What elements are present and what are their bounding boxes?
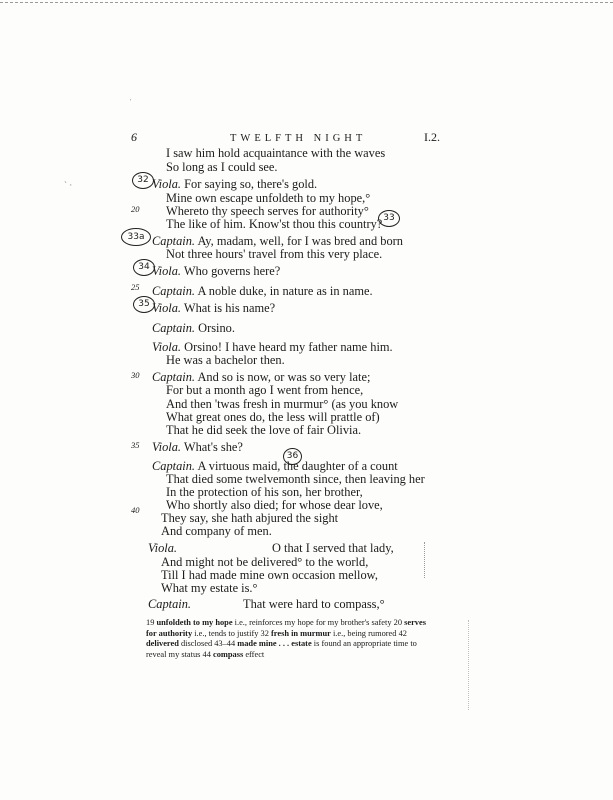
- verse-line: Who shortly also died; for whose dear love,: [166, 498, 383, 512]
- verse-line: What great ones do, the less will prattle of): [166, 410, 380, 424]
- margin-speck: ': [130, 98, 132, 106]
- line-number: 40: [131, 505, 140, 515]
- verse-line: Viola. For saying so, there's gold.: [152, 177, 318, 191]
- verse-line: And then 'twas fresh in murmur° (as you know: [166, 397, 399, 411]
- line-number: 20: [131, 204, 140, 214]
- margin-mark: [468, 620, 470, 710]
- verse-line: Viola. What's she?: [152, 440, 243, 454]
- circled-annotation: 32: [132, 172, 154, 189]
- verse-line: Captain. Ay, madam, well, for I was bred and born: [152, 234, 403, 248]
- verse-line: Viola. Who governs here?: [152, 264, 281, 278]
- verse-line: O that I served that lady,: [272, 541, 394, 555]
- verse-line: Captain. Orsino.: [152, 321, 235, 335]
- verse-line: Viola.: [148, 541, 178, 555]
- line-number: 25: [131, 282, 140, 292]
- verse-line: Captain.: [148, 597, 192, 611]
- scan-edge-line: [0, 2, 613, 4]
- verse-line: So long as I could see.: [166, 160, 278, 174]
- verse-line: For but a month ago I went from hence,: [166, 383, 364, 397]
- margin-speck: ` ·: [64, 180, 73, 190]
- verse-line: Viola. What is his name?: [152, 301, 276, 315]
- verse-line: Captain. And so is now, or was so very late;: [152, 370, 371, 384]
- verse-line: That he did seek the love of fair Olivia.: [166, 423, 362, 437]
- verse-line: In the protection of his son, her brother,: [166, 485, 363, 499]
- circled-annotation: 36: [283, 448, 302, 465]
- page-number: 6: [131, 130, 137, 144]
- verse-line: Captain. A noble duke, in nature as in name.: [152, 284, 373, 298]
- margin-mark: [424, 542, 427, 578]
- verse-line: He was a bachelor then.: [166, 353, 285, 367]
- verse-line: That were hard to compass,°: [243, 597, 385, 611]
- verse-line: Mine own escape unfoldeth to my hope,°: [166, 191, 371, 205]
- verse-line: Viola. Orsino! I have heard my father name him.: [152, 340, 393, 354]
- line-number: 30: [131, 370, 140, 380]
- circled-annotation: 34: [133, 259, 155, 276]
- verse-line: And might not be delivered° to the world,: [161, 555, 369, 569]
- running-title: TWELFTH NIGHT: [230, 133, 367, 144]
- verse-line: Captain. A virtuous maid, the daughter of a count: [152, 459, 398, 473]
- circled-annotation: 35: [133, 296, 155, 313]
- verse-line: That died some twelvemonth since, then leaving her: [166, 472, 425, 486]
- verse-line: The like of him. Know'st thou this country?: [166, 217, 383, 231]
- verse-line: What my estate is.°: [161, 581, 258, 595]
- circled-annotation: 33: [378, 210, 400, 227]
- verse-line: They say, she hath abjured the sight: [161, 511, 339, 525]
- verse-line: Not three hours' travel from this very place.: [166, 247, 383, 261]
- act-scene-label: I.2.: [424, 130, 440, 144]
- verse-line: Whereto thy speech serves for authority°: [166, 204, 369, 218]
- line-number: 35: [131, 440, 140, 450]
- footnotes: 19 unfoldeth to my hope i.e., reinforces my hope for my brother's safety 20 serves for authority i.e., tends to justify 32 fresh in murmur i.e., being rumored 42 delivered disclosed 43–44 made mine . . . estate is found an appropriate time to reveal my status 44 compass effect: [146, 618, 426, 659]
- circled-annotation: 33a: [121, 228, 151, 246]
- verse-line: Till I had made mine own occasion mellow,: [161, 568, 378, 582]
- verse-line: And company of men.: [161, 524, 272, 538]
- verse-line: I saw him hold acquaintance with the waves: [166, 146, 386, 160]
